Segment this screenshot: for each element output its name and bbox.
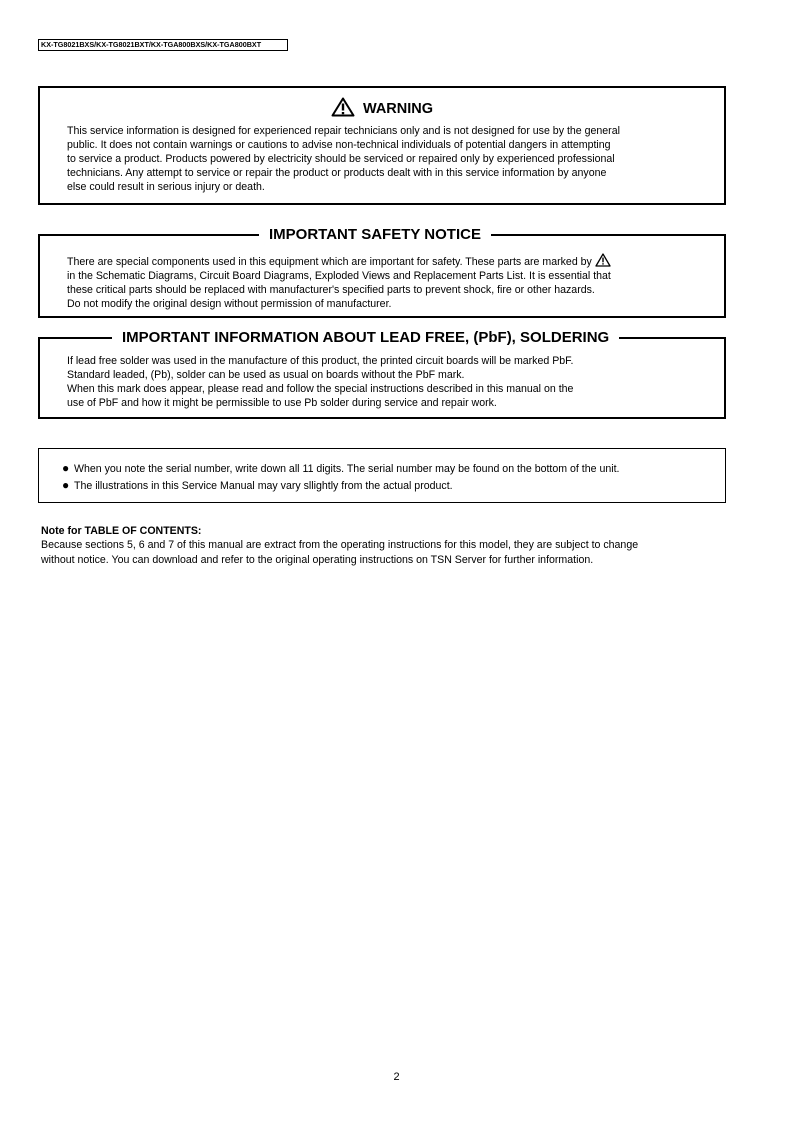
warning-body	[67, 124, 620, 194]
safety-notice-body	[67, 253, 611, 311]
lead-free-line: Standard leaded, (Pb), solder can be used as usual on boards without the PbF mark.	[67, 369, 465, 381]
toc-note-title: Note for TABLE OF CONTENTS:	[41, 525, 202, 537]
warning-line: technicians. Any attempt to service or repair the product or products dealt with in this service information by anyone	[67, 167, 607, 179]
warning-title-text: WARNING	[362, 101, 434, 117]
safety-line: Do not modify the original design without permission of manufacturer.	[67, 298, 392, 310]
list-item	[62, 477, 620, 494]
safety-line: these critical parts should be replaced with manufacturer's specified parts to prevent shock, fire or other hazards.	[67, 284, 595, 296]
toc-note-line: Because sections 5, 6 and 7 of this manual are extract from the operating instructions for this model, they are subject to change	[41, 539, 639, 551]
bullet-text: The illustrations in this Service Manual may vary sllightly from the actual product.	[74, 480, 453, 492]
warning-line: to service a product. Products powered by electricity should be serviced or repaired only by experienced professional	[67, 153, 615, 165]
warning-line: public. It does not contain warnings or cautions to advise non-technical individuals of potential dangers in attempting	[67, 139, 611, 151]
safety-mark-icon	[595, 253, 611, 267]
page-number: 2	[393, 1071, 400, 1083]
warning-line: else could result in serious injury or death.	[67, 181, 265, 193]
lead-free-line: When this mark does appear, please read and follow the special instructions described in this manual on the	[67, 383, 574, 395]
bullet-text: When you note the serial number, write down all 11 digits. The serial number may be found on the bottom of the unit.	[74, 463, 620, 475]
lead-free-box	[38, 329, 726, 419]
lead-free-title: IMPORTANT INFORMATION ABOUT LEAD FREE, (PbF), SOLDERING	[112, 328, 619, 348]
bullet-list	[62, 460, 620, 494]
warning-title	[40, 97, 724, 117]
warning-box	[38, 86, 726, 205]
safety-notice-box	[38, 226, 726, 318]
safety-notice-title: IMPORTANT SAFETY NOTICE	[259, 225, 491, 245]
safety-line	[67, 253, 611, 269]
safety-line: in the Schematic Diagrams, Circuit Board Diagrams, Exploded Views and Replacement Parts List. It is essential that	[67, 270, 611, 282]
warning-line: This service information is designed for experienced repair technicians only and is not designed for use by the general	[67, 125, 620, 137]
safety-line-text: There are special components used in this equipment which are important for safety. These parts are marked by	[67, 256, 592, 268]
notes-bullet-box	[38, 448, 726, 503]
lead-free-body	[67, 354, 573, 410]
model-label: KX-TG8021BXS/KX-TG8021BXT/KX-TGA800BXS/KX-TGA800BXT	[38, 39, 288, 51]
bullet-dot-icon: ●	[62, 478, 70, 492]
list-item	[62, 460, 620, 477]
toc-note-line: without notice. You can download and refer to the original operating instructions on TSN Server for further information.	[41, 554, 594, 566]
lead-free-line: use of PbF and how it might be permissible to use Pb solder during service and repair work.	[67, 397, 497, 409]
toc-note	[41, 524, 638, 568]
bullet-dot-icon: ●	[62, 461, 70, 475]
warning-triangle-icon	[331, 97, 355, 117]
lead-free-line: If lead free solder was used in the manufacture of this product, the printed circuit boards will be marked PbF.	[67, 355, 574, 367]
